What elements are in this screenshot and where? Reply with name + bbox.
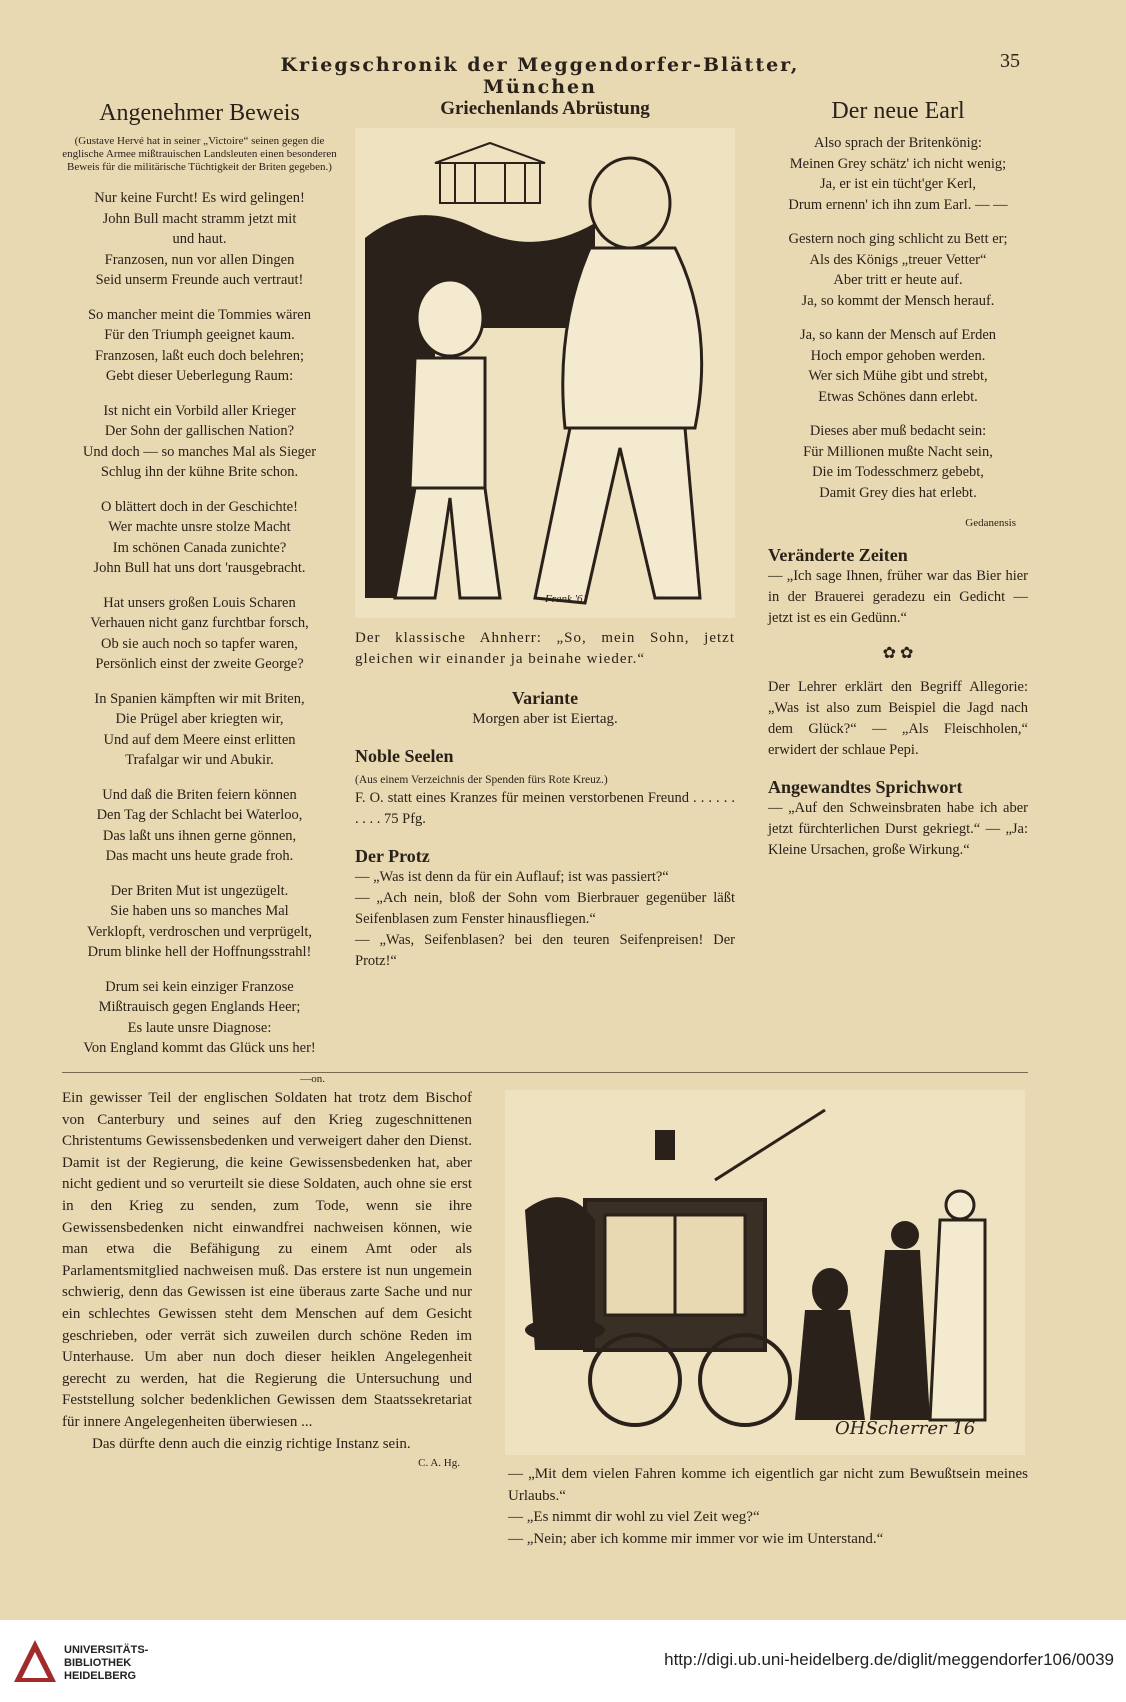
stanza: Ist nicht ein Vorbild aller Krieger Der Sohn der gallischen Nation? Und doch — so manches Mal als Sieger Schlug ihn der kühne Brite schon. xyxy=(82,402,317,480)
logo-line-2: BIBLIOTHEK xyxy=(64,1657,132,1669)
stanza: Drum sei kein einziger Franzose Mißtrauisch gegen Englands Heer; Es laute unsre Diagnose: Von England kommt das Glück uns her! xyxy=(83,978,316,1056)
artist-signature-top: Frank '61 xyxy=(545,593,588,605)
carriage-caption-line-2: — „Es nimmt dir wohl zu viel Zeit weg?“ xyxy=(508,1509,760,1526)
earl-title: Der neue Earl xyxy=(831,98,965,124)
article-text: Ein gewisser Teil der englischen Soldaten hat trotz dem Bischof von Canterbury und seines auf den Krieg zugeschnittenen Christentums Gewissensbedenken und verweigert daher den Dienst. Damit ist der Regierung, die keine Gewissensbedenken hat, aber nicht gedient und so verurteilt sie diese Soldaten, auch ohne sie erst in den Krieg zu senden, zum Tode, wenn sie ihre Gewissensbedenken nicht einwandfrei nachweisen können, wie man etwa die Befähigung zu einem Amt oder als Parlamentsmitglied nachweisen muß. Das erstere ist nun ungemein schwierig, denn das Gewissen ist eine überaus zarte Sache und nur ein schlechtes Gewissen steht dem Menschen auf dem Gesicht geschrieben, oder verrät sich zuweilen durch schöne Reden im Unterhause. Um aber nun doch dieser heiklen Angelegenheit gerecht zu werden, hat die Regierung die Untersuchung und Feststellung solcher bedenklichen Gewissen dem Staatssekretariat für innere Angelegenheiten überwiesen ... xyxy=(62,1090,472,1430)
stanza: Dieses aber muß bedacht sein: Für Millionen mußte Nacht sein, Die im Todesschmerz gebebt, Damit Grey dies hat erlebt. xyxy=(803,423,993,501)
stanza: In Spanien kämpften wir mit Briten, Die Prügel aber kriegten wir, Und auf dem Meere einst erlitten Trafalgar wir und Abukir. xyxy=(94,690,305,768)
right-column xyxy=(768,98,1028,861)
variante-title: Variante xyxy=(511,688,579,708)
article-end: Das dürfte denn auch die einzig richtige Instanz sein. xyxy=(92,1435,411,1452)
stanza: Also sprach der Britenkönig: Meinen Grey schätz' ich nicht wenig; Ja, er ist ein tücht'ger Kerl, Drum ernenn' ich ihn zum Earl. — — xyxy=(788,135,1008,213)
poem-subtitle: (Gustave Hervé hat in seiner „Victoire“ seinen gegen die englische Armee mißtrauischen Landsleuten einen besonderen Beweis für die militärische Tüchtigkeit der Briten gegeben.) xyxy=(62,135,337,173)
zeiten-text: — „Ich sage Ihnen, früher war das Bier hier in der Brauerei geradezu ein Gedicht — jetzt ist es ein Gedünn.“ xyxy=(768,568,1028,626)
sprichwort-text: — „Auf den Schweinsbraten habe ich aber jetzt fürchterlichen Durst gekriegt.“ — „Ja: Kleine Ursachen, große Wirkung.“ xyxy=(768,800,1028,858)
greek-cartoon-illustration xyxy=(355,128,735,618)
protz-line-2: — „Ach nein, bloß der Sohn vom Bierbrauer gegenüber läßt Seifenblasen zum Fenster hinausfliegen.“ xyxy=(355,890,735,927)
carriage-svg xyxy=(505,1090,1025,1455)
middle-column xyxy=(355,98,735,972)
stanza: Hat unsers großen Louis Scharen Verhauen nicht ganz furchtbar forsch, Ob sie auch noch so tapfer waren, Persönlich einst der zweite George? xyxy=(90,594,309,672)
cartoon-title: Griechenlands Abrüstung xyxy=(440,98,650,119)
stanza: Ja, so kann der Mensch auf Erden Hoch empor gehoben werden. Wer sich Mühe gibt und strebt, Etwas Schönes dann erlebt. xyxy=(799,327,997,405)
lehrer-text: Der Lehrer erklärt den Begriff Allegorie: „Was ist also zum Beispiel die Jagd nach dem Glück?“ — „Als Fleischholen,“ erwidert der schlaue Pepi. xyxy=(768,679,1028,758)
cartoon-caption: Der klassische Ahnherr: „So, mein Sohn, jetzt gleichen wir einander ja beinahe wieder.“ xyxy=(355,630,735,667)
noble-subtitle: (Aus einem Verzeichnis der Spenden fürs Rote Kreuz.) xyxy=(355,774,608,786)
source-url-link[interactable]: http://digi.ub.uni-heidelberg.de/diglit/meggendorfer106/0039 xyxy=(664,1650,1114,1669)
poem-title: Angenehmer Beweis xyxy=(99,100,300,126)
stanza: O blättert doch in der Geschichte! Wer machte unsre stolze Macht Im schönen Canada zunichte? John Bull hat uns dort 'rausgebracht. xyxy=(93,498,306,576)
poem-signature: —on. xyxy=(300,1072,325,1085)
page-number: 35 xyxy=(1000,50,1020,72)
stanza: Der Briten Mut ist ungezügelt. Sie haben uns so manches Mal Verklopft, verdroschen und verprügelt, Drum blinke hell der Hoffnungsstrahl! xyxy=(86,882,313,960)
logo-text xyxy=(64,1644,148,1683)
noble-text: F. O. statt eines Kranzes für meinen verstorbenen Freund . . . . . . . . . . 75 Pfg. xyxy=(355,790,735,827)
stanza: Und daß die Briten feiern können Den Tag der Schlacht bei Waterloo, Das laßt uns ihnen gerne gönnen, Das macht uns heute grade froh. xyxy=(96,786,303,864)
logo-line-3: HEIDELBERG xyxy=(64,1670,137,1682)
variante-text: Morgen aber ist Eiertag. xyxy=(472,711,618,727)
zeiten-title: Veränderte Zeiten xyxy=(768,545,908,565)
earl-signature: Gedanensis xyxy=(965,517,1016,529)
protz-line-1: — „Was ist denn da für ein Auflauf; ist was passiert?“ xyxy=(355,869,669,885)
protz-title: Der Protz xyxy=(355,846,430,866)
stanza: So mancher meint die Tommies wären Für den Triumph geeignet kaum. Franzosen, laßt euch doch belehren; Gebt dieser Ueberlegung Raum: xyxy=(87,306,311,384)
divider-ornament: ✿ ✿ xyxy=(882,645,914,662)
stanza: Nur keine Furcht! Es wird gelingen! John Bull macht stramm jetzt mit und haut. Franzosen, nun vor allen Dingen Seid unserm Freunde auch vertraut! xyxy=(94,190,305,288)
university-logo-icon xyxy=(12,1638,58,1684)
stanza: Gestern noch ging schlicht zu Bett er; Als des Königs „treuer Vetter“ Aber tritt er heute auf. Ja, so kommt der Mensch herauf. xyxy=(788,231,1008,309)
bottom-article xyxy=(62,1088,472,1469)
artist-signature: OHScherrer 16 xyxy=(835,1418,976,1439)
earl-verses xyxy=(768,133,1028,503)
left-column xyxy=(62,100,337,1085)
page-header: Kriegschronik der Meggendorfer-Blätter, München xyxy=(280,54,800,98)
greek-cartoon-svg xyxy=(355,128,735,618)
carriage-cartoon-illustration xyxy=(505,1090,1025,1455)
noble-title: Noble Seelen xyxy=(355,746,454,766)
article-signature: C. A. Hg. xyxy=(418,1457,460,1470)
section-divider xyxy=(62,1072,1028,1073)
poem-verses xyxy=(62,188,337,1059)
carriage-caption-line-1: — „Mit dem vielen Fahren komme ich eigentlich gar nicht zum Bewußtsein meines Urlaubs.“ xyxy=(508,1466,1028,1504)
carriage-caption-line-3: — „Nein; aber ich komme mir immer vor wie im Unterstand.“ xyxy=(508,1530,884,1547)
protz-line-3: — „Was, Seifenblasen? bei den teuren Seifenpreisen! Der Protz!“ xyxy=(355,932,735,969)
carriage-caption xyxy=(508,1464,1028,1550)
footer-bar xyxy=(0,1620,1126,1702)
sprichwort-title: Angewandtes Sprichwort xyxy=(768,777,963,797)
logo-line-1: UNIVERSITÄTS- xyxy=(64,1644,149,1656)
